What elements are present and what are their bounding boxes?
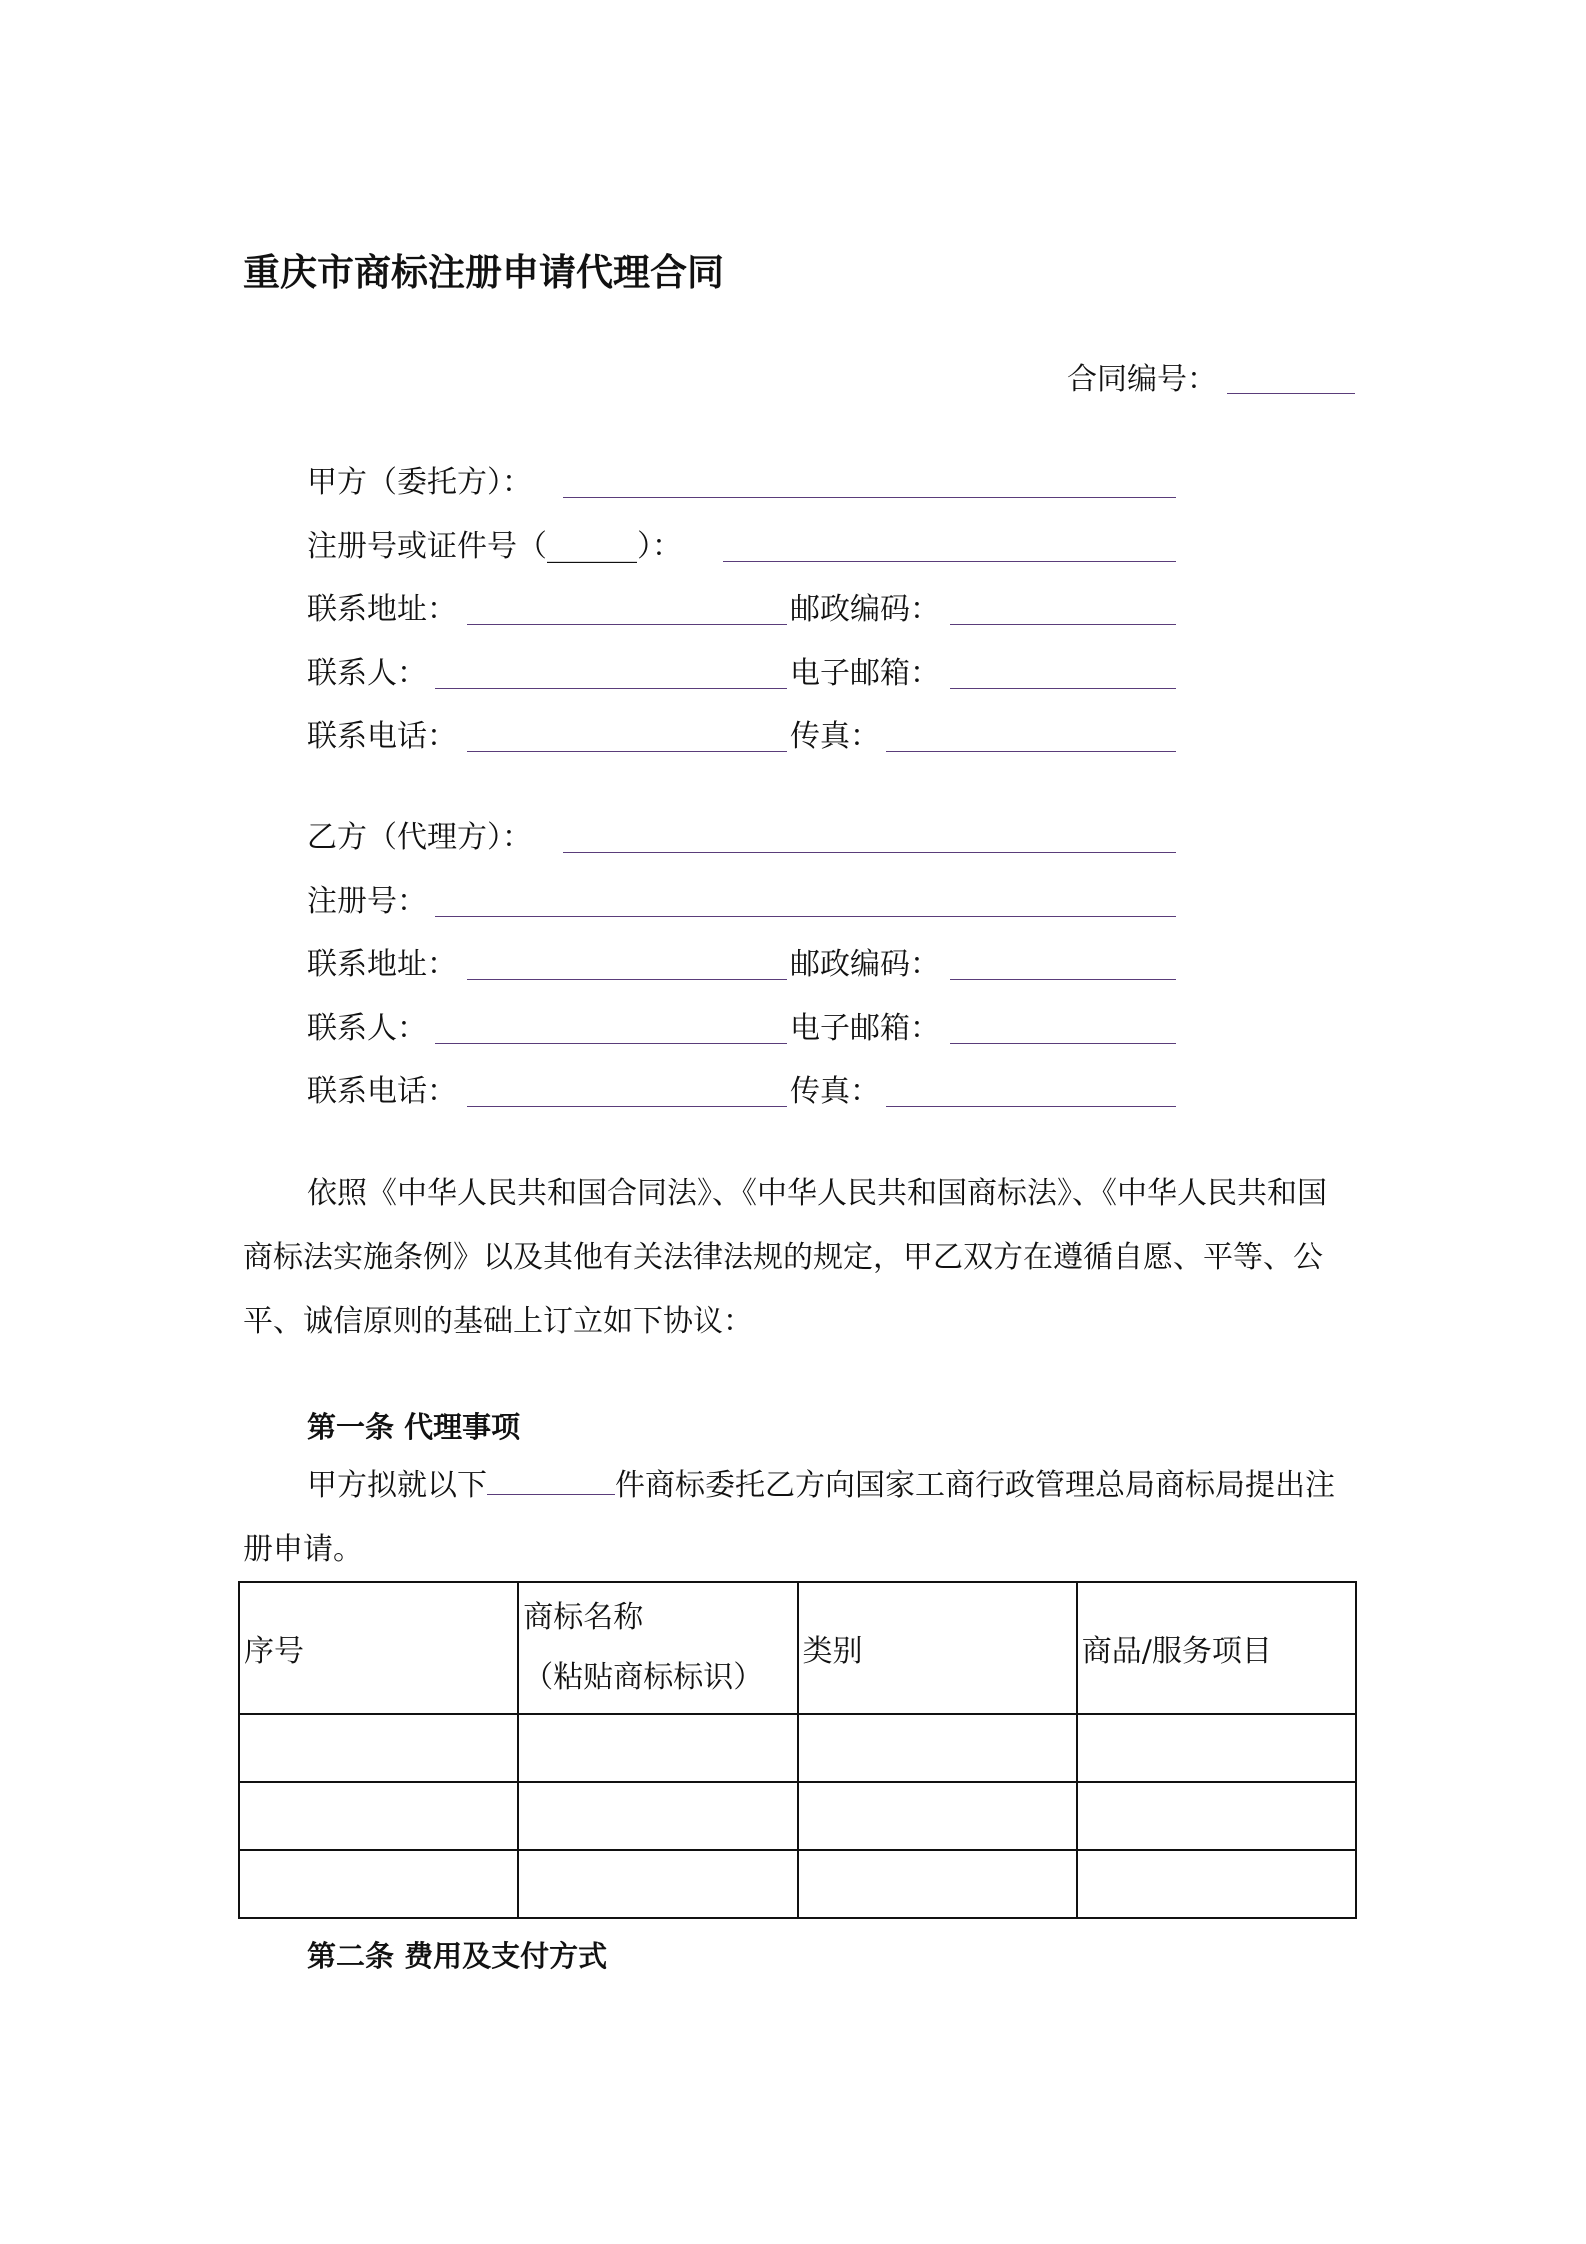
party-a-postcode-field[interactable] xyxy=(950,624,1176,625)
header-index: 序号 xyxy=(239,1582,518,1714)
table-cell[interactable] xyxy=(239,1782,518,1850)
header-goods-services: 商品/服务项目 xyxy=(1077,1582,1356,1714)
header-trademark-name-line2: （粘贴商标标识） xyxy=(523,1660,764,1695)
article1-text-before: 甲方拟就以下 xyxy=(307,1468,487,1503)
party-a-email-label: 电子邮箱： xyxy=(790,656,940,691)
table-row xyxy=(239,1850,1356,1918)
article1-count-field[interactable] xyxy=(487,1464,615,1495)
party-b-phone-field[interactable] xyxy=(467,1106,787,1107)
party-a-name-label: 甲方（委托方）： xyxy=(307,465,532,500)
table-cell[interactable] xyxy=(798,1850,1077,1918)
party-b-name-label: 乙方（代理方）： xyxy=(307,820,532,855)
article1-text-after: 件商标委托乙方向国家工商行政管理总局商标局提出注册申请。 xyxy=(243,1468,1335,1567)
party-b-name-field[interactable] xyxy=(563,852,1176,853)
party-b-contact-field[interactable] xyxy=(435,1043,787,1044)
party-a-phone-label: 联系电话： xyxy=(307,719,457,754)
party-a-phone-field[interactable] xyxy=(467,751,787,752)
contract-no-label: 合同编号： xyxy=(1067,362,1217,397)
page-title: 重庆市商标注册申请代理合同 xyxy=(243,251,724,294)
party-b-fax-label: 传真： xyxy=(790,1074,880,1109)
table-cell[interactable] xyxy=(518,1782,797,1850)
header-class: 类别 xyxy=(798,1582,1077,1714)
article1-heading: 第一条 代理事项 xyxy=(307,1410,521,1444)
party-b-email-field[interactable] xyxy=(950,1043,1176,1044)
party-a-fax-label: 传真： xyxy=(790,719,880,754)
party-a-reg-label: 注册号或证件号（______）： xyxy=(307,529,682,564)
party-b-reg-field[interactable] xyxy=(435,916,1176,917)
party-a-contact-label: 联系人： xyxy=(307,656,427,691)
party-b-fax-field[interactable] xyxy=(886,1106,1176,1107)
party-b-reg-label: 注册号： xyxy=(307,884,427,919)
contract-no-field[interactable] xyxy=(1227,393,1355,394)
party-a-fax-field[interactable] xyxy=(886,751,1176,752)
party-b-address-label: 联系地址： xyxy=(307,947,457,982)
article2-heading: 第二条 费用及支付方式 xyxy=(307,1939,608,1973)
table-row xyxy=(239,1714,1356,1782)
intro-paragraph: 依照《中华人民共和国合同法》、《中华人民共和国商标法》、《中华人民共和国商标法实施条例》以及其他有关法律法规的规定，甲乙双方在遵循自愿、平等、公平、诚信原则的基础上订立如下协议： xyxy=(243,1176,1327,1339)
table-row xyxy=(239,1782,1356,1850)
party-a-reg-field[interactable] xyxy=(723,561,1176,562)
article1-paragraph xyxy=(243,1454,1355,1582)
party-b-postcode-label: 邮政编码： xyxy=(790,947,940,982)
table-cell[interactable] xyxy=(1077,1714,1356,1782)
header-trademark-name-line1: 商标名称 xyxy=(523,1600,644,1635)
table-cell[interactable] xyxy=(1077,1782,1356,1850)
table-cell[interactable] xyxy=(798,1782,1077,1850)
party-b-contact-label: 联系人： xyxy=(307,1011,427,1046)
party-b-address-field[interactable] xyxy=(467,979,787,980)
table-cell[interactable] xyxy=(1077,1850,1356,1918)
party-a-email-field[interactable] xyxy=(950,688,1176,689)
party-b-postcode-field[interactable] xyxy=(950,979,1176,980)
table-cell[interactable] xyxy=(239,1714,518,1782)
party-a-address-field[interactable] xyxy=(467,624,787,625)
table-cell[interactable] xyxy=(518,1850,797,1918)
party-b-email-label: 电子邮箱： xyxy=(790,1011,940,1046)
table-cell[interactable] xyxy=(239,1850,518,1918)
table-header-row xyxy=(239,1582,1356,1714)
party-a-address-label: 联系地址： xyxy=(307,592,457,627)
party-a-name-field[interactable] xyxy=(563,497,1176,498)
party-a-postcode-label: 邮政编码： xyxy=(790,592,940,627)
table-cell[interactable] xyxy=(518,1714,797,1782)
header-trademark-name xyxy=(518,1582,797,1714)
trademark-table xyxy=(238,1581,1357,1919)
table-cell[interactable] xyxy=(798,1714,1077,1782)
party-a-contact-field[interactable] xyxy=(435,688,787,689)
party-b-phone-label: 联系电话： xyxy=(307,1074,457,1109)
